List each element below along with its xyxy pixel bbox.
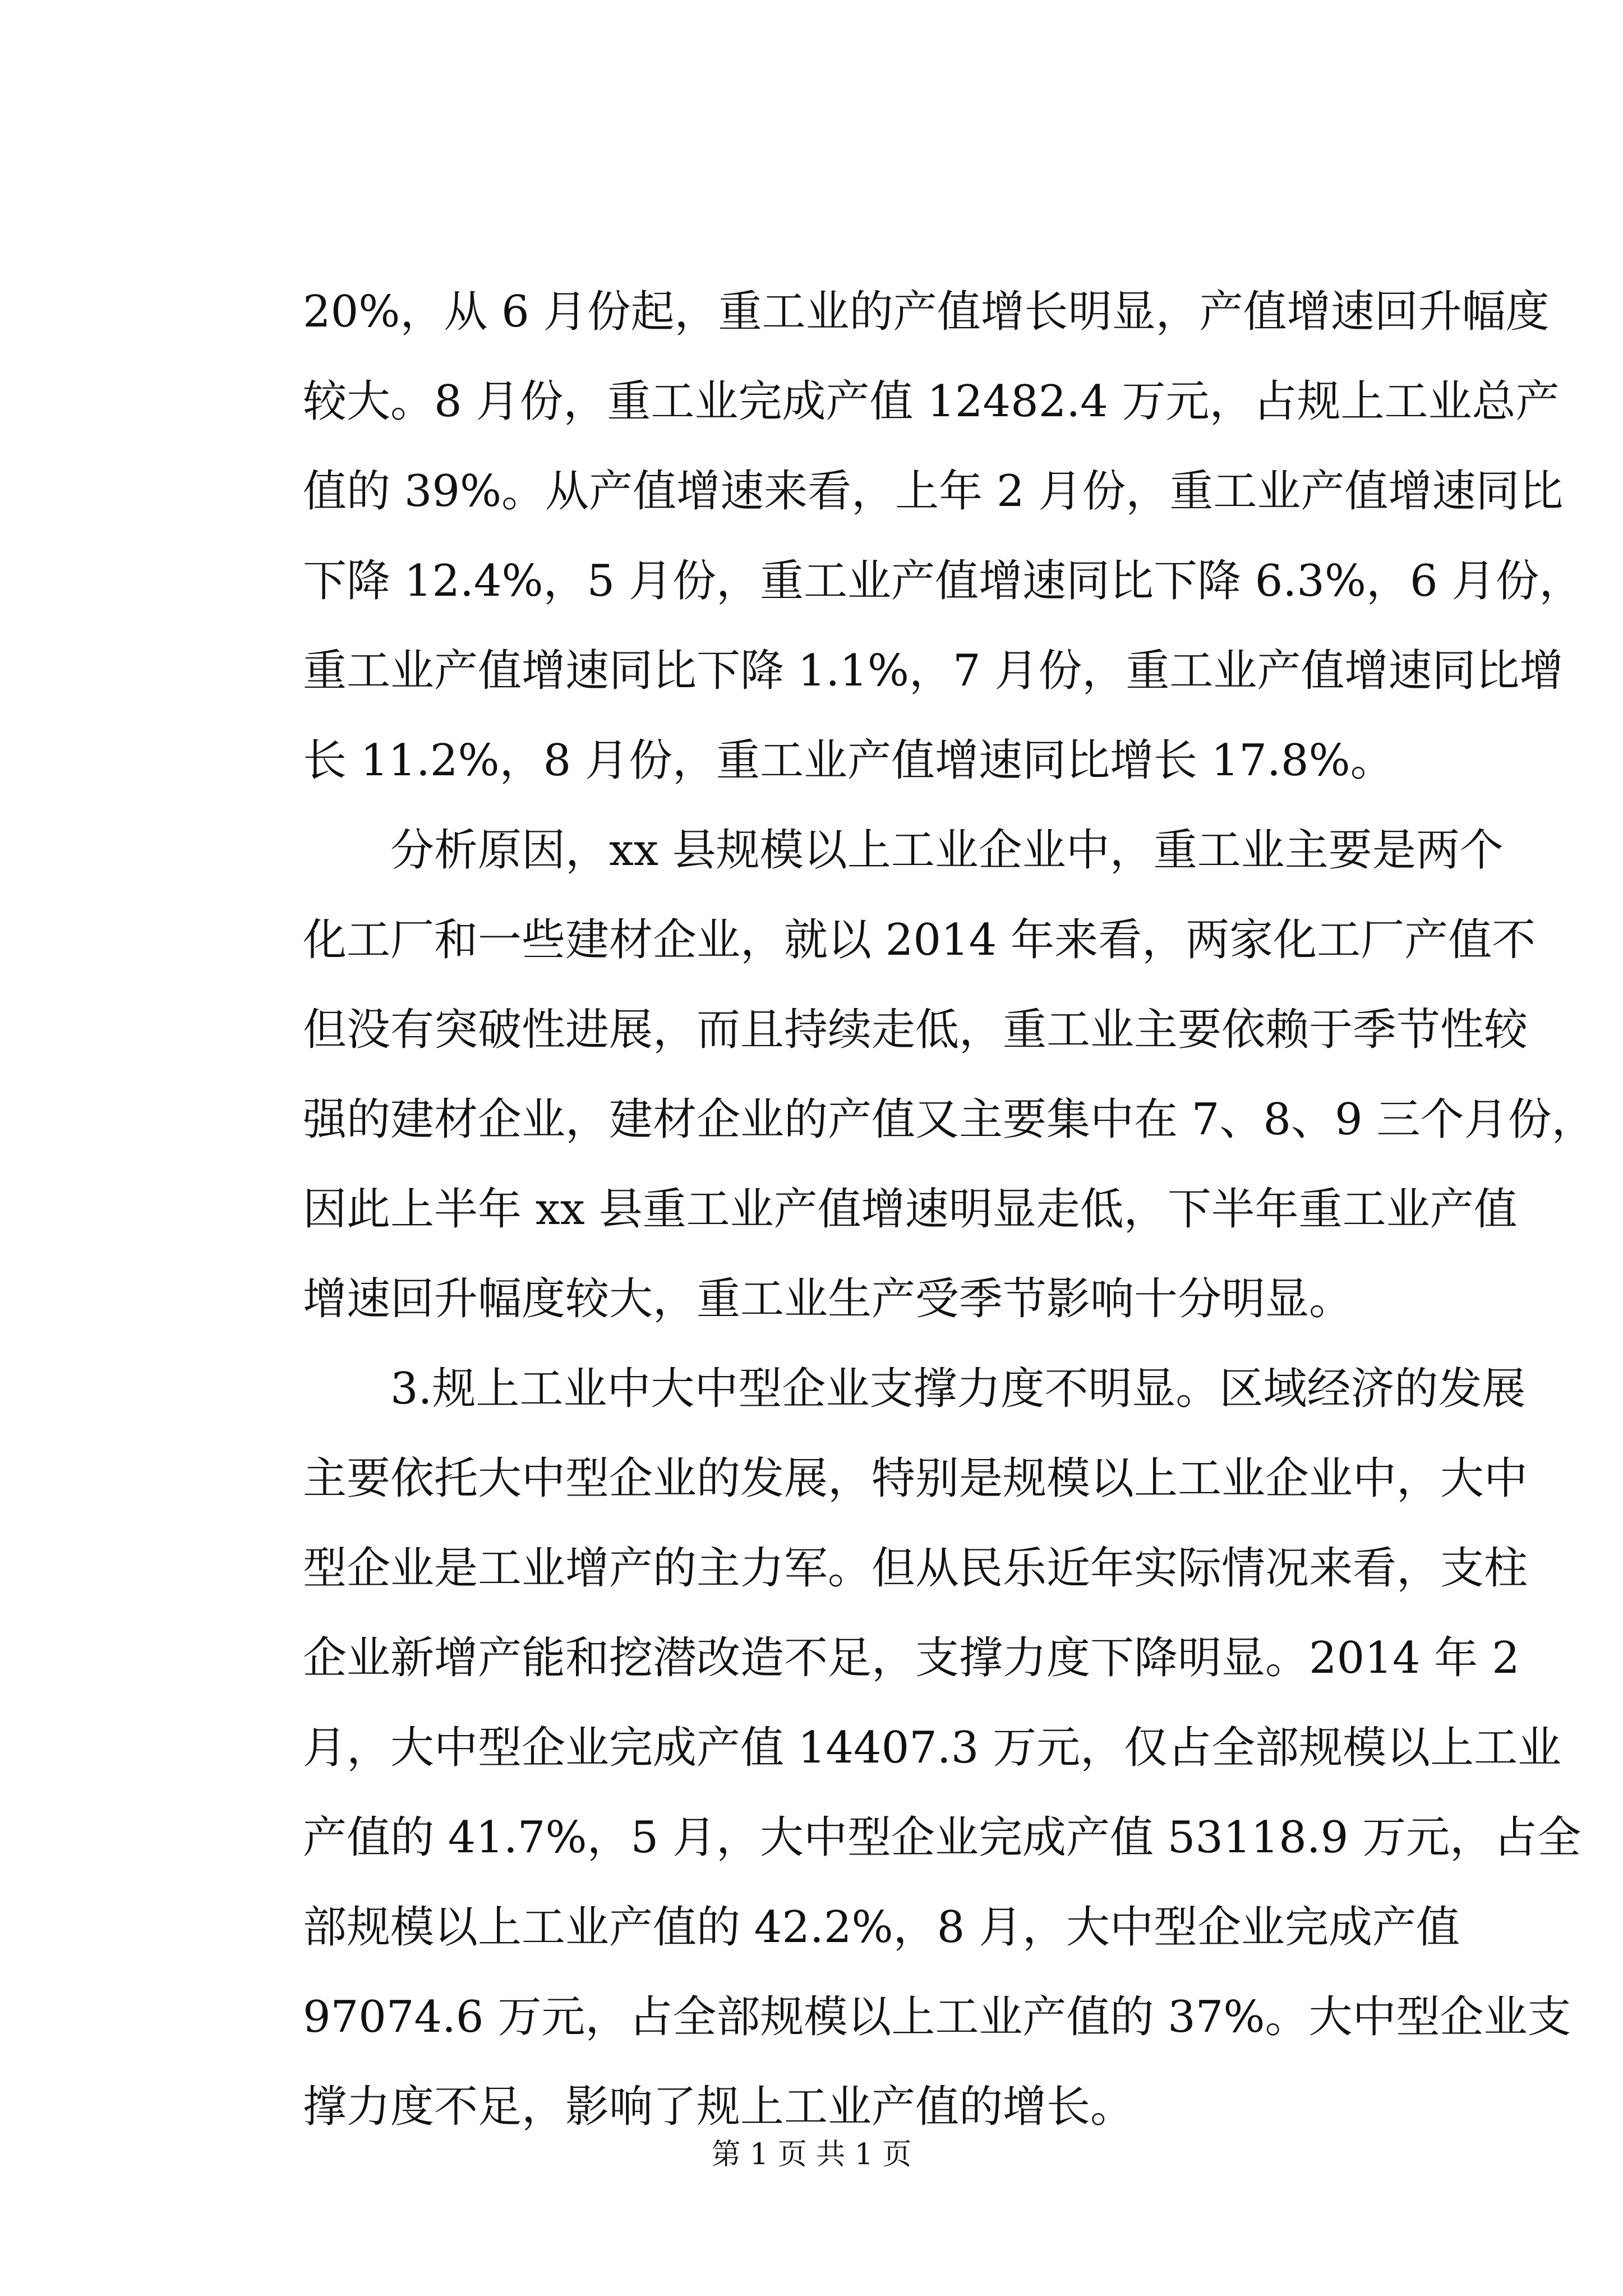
text-line: 较大。8 月份，重工业完成产值 12482.4 万元，占规上工业总产 <box>303 376 1560 427</box>
text-line: 3.规上工业中大中型企业支撑力度不明显。区域经济的发展 <box>303 1364 1526 1414</box>
text-line: 企业新增产能和挖潜改造不足，支撑力度下降明显。2014 年 2 <box>303 1633 1520 1683</box>
text-line: 撑力度不足，影响了规上工业产值的增长。 <box>303 2082 1135 2132</box>
text-line: 长 11.2%，8 月份，重工业产值增速同比增长 17.8%。 <box>303 735 1394 786</box>
text-line: 重工业产值增速同比下降 1.1%，7 月份，重工业产值增速同比增 <box>303 646 1564 696</box>
text-line: 增速回升幅度较大，重工业生产受季节影响十分明显。 <box>303 1274 1353 1324</box>
text-line: 强的建材企业，建材企业的产值又主要集中在 7、8、9 三个月份， <box>303 1094 1596 1145</box>
page-footer: 第 1 页 共 1 页 <box>711 2138 912 2171</box>
text-line: 产值的 41.7%，5 月，大中型企业完成产值 53118.9 万元，占全 <box>303 1812 1581 1863</box>
text-line: 主要依托大中型企业的发展，特别是规模以上工业企业中，大中 <box>303 1453 1528 1504</box>
text-line: 月，大中型企业完成产值 14407.3 万元，仅占全部规模以上工业 <box>303 1723 1562 1773</box>
text-line: 型企业是工业增产的主力军。但从民乐近年实际情况来看，支柱 <box>303 1543 1528 1594</box>
text-line: 97074.6 万元，占全部规模以上工业产值的 37%。大中型企业支 <box>303 1992 1571 2042</box>
text-line: 下降 12.4%，5 月份，重工业产值增速同比下降 6.3%，6 月份， <box>303 556 1583 606</box>
text-line: 部规模以上工业产值的 42.2%，8 月，大中型企业完成产值 <box>303 1902 1460 1953</box>
text-line: 但没有突破性进展，而且持续走低，重工业主要依赖于季节性较 <box>303 1005 1528 1055</box>
text-line: 分析原因，xx 县规模以上工业企业中，重工业主要是两个 <box>303 825 1504 876</box>
text-line: 20%，从 6 月份起，重工业的产值增长明显，产值增速回升幅度 <box>303 287 1550 337</box>
text-line: 化工厂和一些建材企业，就以 2014 年来看，两家化工厂产值不 <box>303 915 1536 965</box>
text-line: 值的 39%。从产值增速来看，上年 2 月份，重工业产值增速同比 <box>303 466 1564 517</box>
text-line: 因此上半年 xx 县重工业产值增速明显走低，下半年重工业产值 <box>303 1184 1518 1235</box>
document-body <box>303 267 1596 2152</box>
